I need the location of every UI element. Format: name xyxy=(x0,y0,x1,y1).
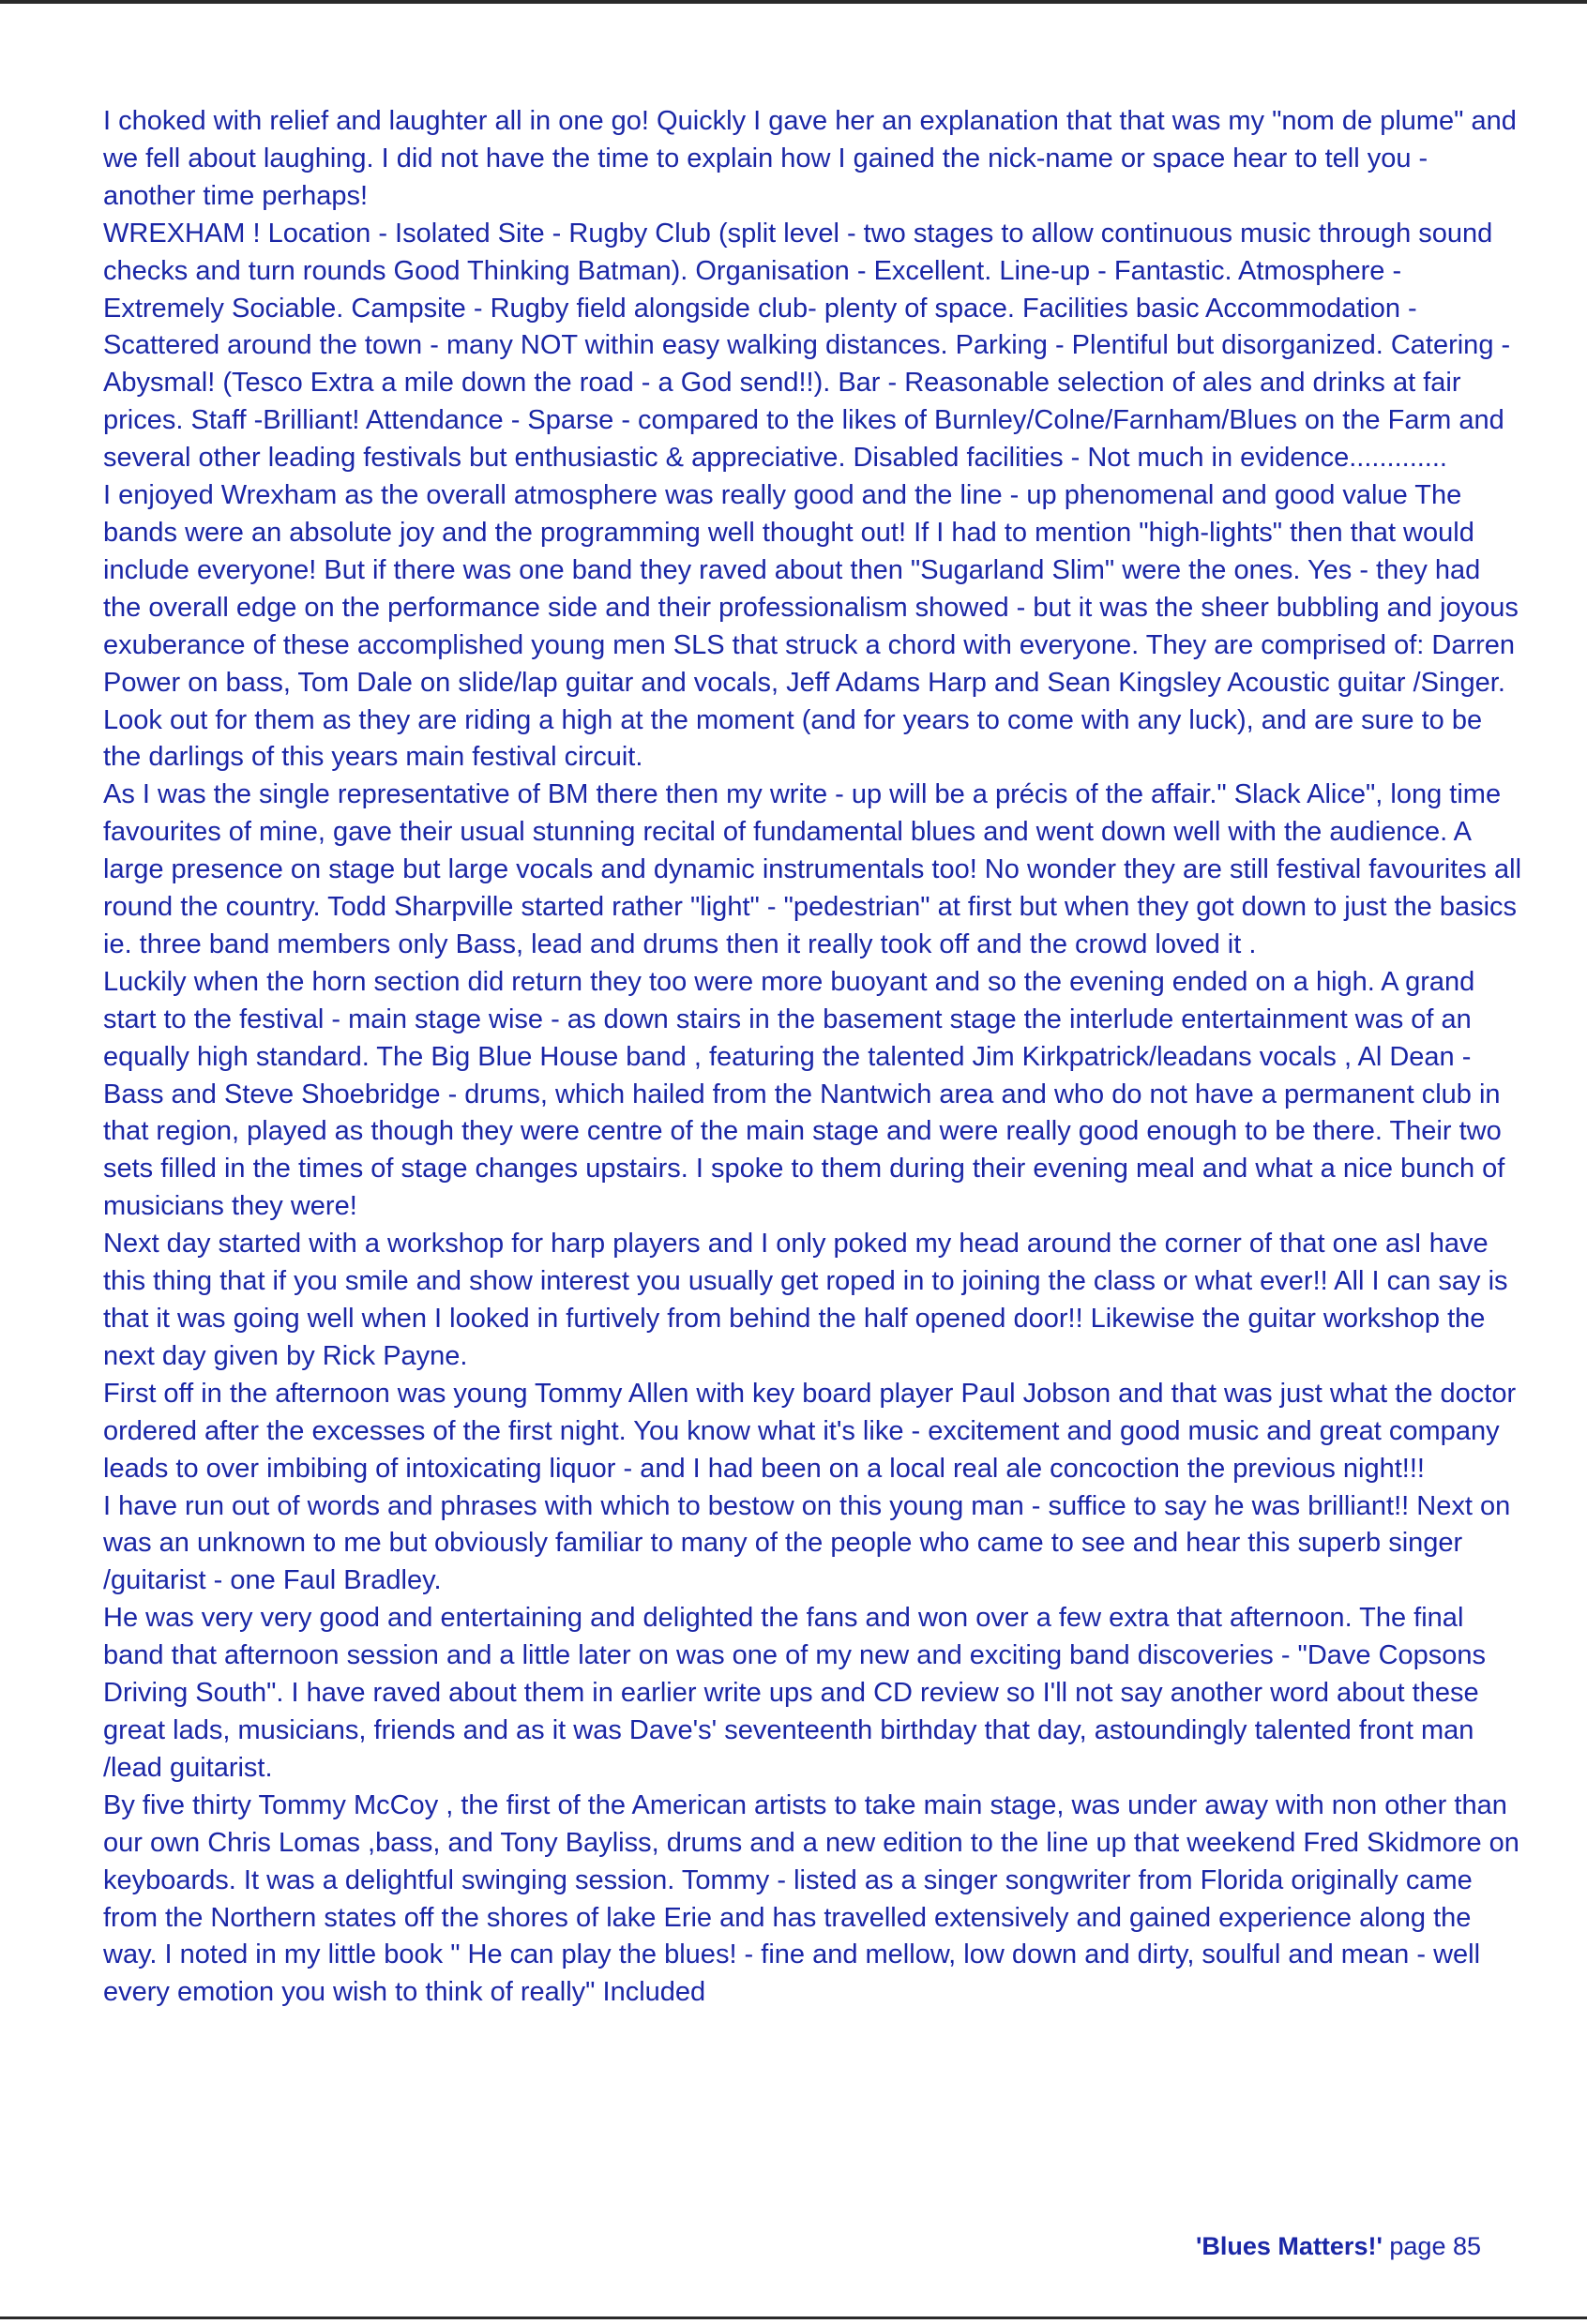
article-paragraph: I have run out of words and phrases with which to bestow on this young man - suffice to say he was brilliant!! Next on was an unknown to me but obviously familiar to many of the people who came to see and hear this superb singer /guitarist - one Faul Bradley. xyxy=(103,1490,1511,1596)
article-paragraph: I choked with relief and laughter all in one go! Quickly I gave her an explanation that that was my "nom de plume" and we fell about laughing. I did not have the time to explain how I gained the nick-name or space hear to tell you - another time perhaps! xyxy=(103,106,1517,211)
article-paragraph: I enjoyed Wrexham as the overall atmosphere was really good and the line - up phenomenal and good value The bands were an absolute joy and the programming well thought out! If I had to mention "high-lights" then that would include everyone! But if there was one band they raved about then "Sugarland Slim" were the ones. Yes - they had the overall edge on the performance side and their professionalism showed - but it was the sheer bubbling and joyous exuberance of these accomplished young men SLS that struck a chord with everyone. They are comprised of: Darren Power on bass, Tom Dale on slide/lap guitar and vocals, Jeff Adams Harp and Sean Kingsley Acoustic guitar /Singer. Look out for them as they are riding a high at the moment (and for years to come with any luck), and are sure to be the darlings of this years main festival circuit. xyxy=(103,480,1519,773)
magazine-name: 'Blues Matters!' xyxy=(1195,2232,1383,2260)
article-body xyxy=(103,103,1524,2012)
top-border-rule xyxy=(0,0,1587,4)
article-paragraph: He was very very good and entertaining and delighted the fans and won over a few extra that afternoon. The final band that afternoon session and a little later on was one of my new and exciting band discoveries - "Dave Copsons Driving South". I have raved about them in earlier write ups and CD review so I'll not say another word about these great lads, musicians, friends and as it was Dave's' seventeenth birthday that day, astoundingly talented front man /lead guitarist. xyxy=(103,1603,1487,1783)
article-paragraph: Next day started with a workshop for harp players and I only poked my head around the corner of that one asI have this thing that if you smile and show interest you usually get roped in to joining the class or what ever!! All I can say is that it was going well when I looked in furtively from behind the half opened door!! Likewise the guitar workshop the next day given by Rick Payne. xyxy=(103,1229,1508,1371)
page-footer xyxy=(1196,2232,1481,2261)
page-number: page 85 xyxy=(1389,2232,1481,2260)
article-paragraph: First off in the afternoon was young Tommy Allen with key board player Paul Jobson and that was just what the doctor ordered after the excesses of the first night. You know what it's like - excitement and good music and great company leads to over imbibing of intoxicating liquor - and I had been on a local real ale concoction the previous night!!! xyxy=(103,1378,1517,1484)
bottom-border-rule xyxy=(0,2316,1587,2319)
article-paragraph: By five thirty Tommy McCoy , the first of the American artists to take main stage, was under away with non other than our own Chris Lomas ,bass, and Tony Bayliss, drums and a new edition to the line up that weekend Fred Skidmore on keyboards. It was a delightful swinging session. Tommy - listed as a singer songwriter from Florida originally came from the Northern states off the shores of lake Erie and has travelled extensively and gained experience along the way. I noted in my little book " He can play the blues! - fine and mellow, low down and dirty, soulful and mean - well every emotion you wish to think of really" Included xyxy=(103,1789,1519,2008)
article-paragraph: WREXHAM ! Location - Isolated Site - Rugby Club (split level - two stages to allow continuous music through sound checks and turn rounds Good Thinking Batman). Organisation - Excellent. Line-up - Fantastic. Atmosphere - Extremely Sociable. Campsite - Rugby field alongside club- plenty of space. Facilities basic Accommodation - Scattered around the town - many NOT within easy walking distances. Parking - Plentiful but disorganized. Catering - Abysmal! (Tesco Extra a mile down the road - a God send!!). Bar - Reasonable selection of ales and drinks at fair prices. Staff -Brilliant! Attendance - Sparse - compared to the likes of Burnley/Colne/Farnham/Blues on the Farm and several other leading festivals but enthusiastic & appreciative. Disabled facilities - Not much in evidence............. xyxy=(103,218,1511,474)
article-paragraph: As I was the single representative of BM there then my write - up will be a précis of the affair." Slack Alice", long time favourites of mine, gave their usual stunning recital of fundamental blues and went down well with the audience. A large presence on stage but large vocals and dynamic instrumentals too! No wonder they are still festival favourites all round the country. Todd Sharpville started rather "light" - "pedestrian" at first but when they got down to just the basics ie. three band members only Bass, lead and drums then it really took off and the crowd loved it . xyxy=(103,779,1522,959)
article-paragraph: Luckily when the horn section did return they too were more buoyant and so the evening ended on a high. A grand start to the festival - main stage wise - as down stairs in the basement stage the interlude entertainment was of an equally high standard. The Big Blue House band , featuring the talented Jim Kirkpatrick/leadans vocals , Al Dean -Bass and Steve Shoebridge - drums, which hailed from the Nantwich area and who do not have a permanent club in that region, played as though they were centre of the main stage and were really good enough to be there. Their two sets filled in the times of stage changes upstairs. I spoke to them during their evening meal and what a nice bunch of musicians they were! xyxy=(103,966,1505,1222)
